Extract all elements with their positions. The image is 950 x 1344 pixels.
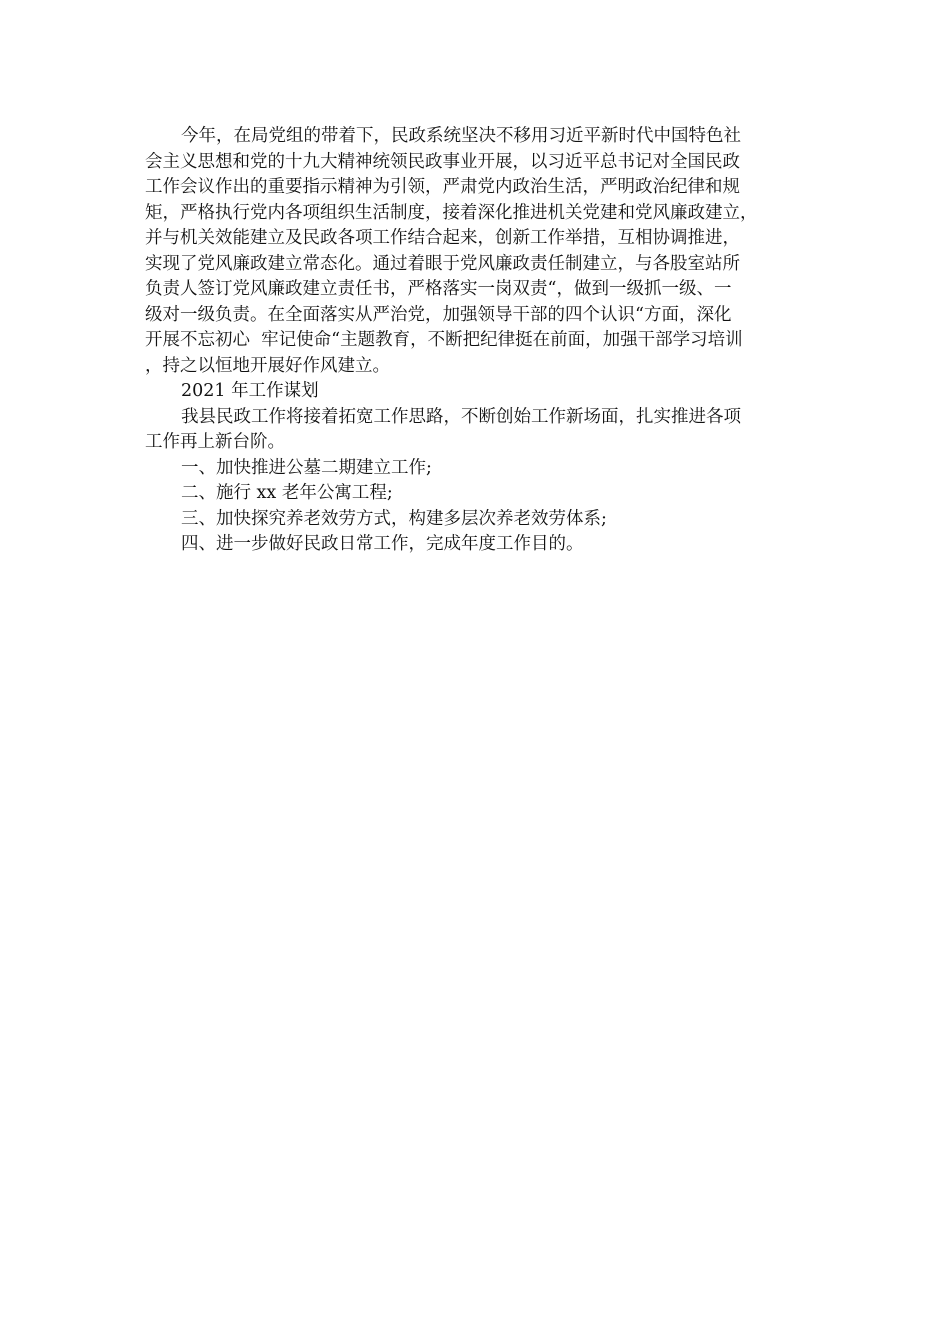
text-line: 实现了党风廉政建立常态化。通过着眼于党风廉政责任制建立，与各股室站所 xyxy=(145,253,740,274)
text-line: 工作会议作出的重要指示精神为引领，严肃党内政治生活，严明政治纪律和规 xyxy=(145,177,740,197)
document-body xyxy=(145,124,810,558)
text-line: 开展不忘初心 牢记使命“主题教育，不断把纪律挺在前面，加强干部学习培训 xyxy=(145,330,743,350)
text-line: 我县民政工作将接着拓宽工作思路，不断创始工作新场面，扎实推进各项 xyxy=(181,406,741,427)
text-line: 矩，严格执行党内各项组织生活制度，接着深化推进机关党建和党风廉政建立， xyxy=(145,202,758,223)
list-item: 二、施行 xx 老年公寓工程; xyxy=(181,483,393,503)
list-item: 三、加快探究养老效劳方式，构建多层次养老效劳体系; xyxy=(181,508,607,529)
list-item: 一、加快推进公墓二期建立工作; xyxy=(181,457,432,478)
plan-item-list xyxy=(145,456,810,558)
text-line: 会主义思想和党的十九大精神统领民政事业开展，以习近平总书记对全国民政 xyxy=(145,151,740,172)
section-heading-plan: 2021 年工作谋划 xyxy=(181,381,319,401)
text-line: 级对一级负责。在全面落实从严治党，加强领导干部的四个认识“方面，深化 xyxy=(145,304,732,325)
text-line: ，持之以恒地开展好作风建立。 xyxy=(145,355,390,376)
paragraph-party-building xyxy=(145,124,810,379)
text-line: 工作再上新台阶。 xyxy=(145,432,285,452)
text-line: 负责人签订党风廉政建立责任书，严格落实一岗双责“，做到一级抓一级、一 xyxy=(145,279,732,299)
text-line: 今年，在局党组的带着下，民政系统坚决不移用习近平新时代中国特色社 xyxy=(181,126,741,146)
text-line: 并与机关效能建立及民政各项工作结合起来，创新工作举措，互相协调推进， xyxy=(145,228,740,248)
list-item: 四、进一步做好民政日常工作，完成年度工作目的。 xyxy=(181,534,584,554)
paragraph-plan-intro xyxy=(145,405,810,456)
